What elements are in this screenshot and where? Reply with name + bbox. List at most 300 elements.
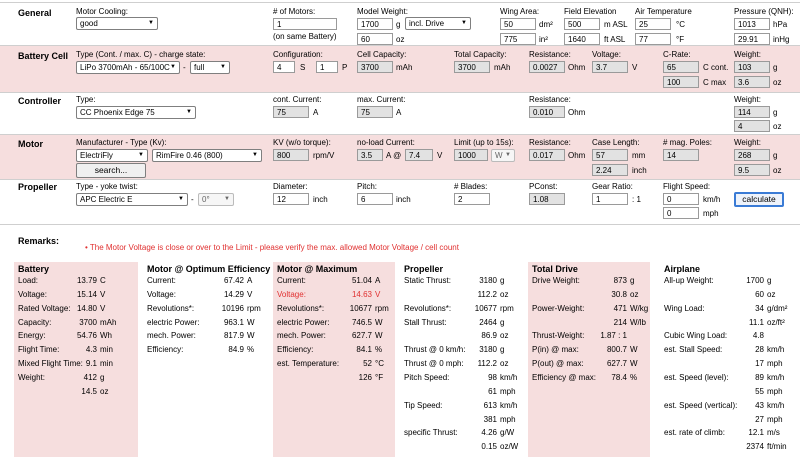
diameter-label: Diameter:: [273, 182, 308, 191]
wing-area-label: Wing Area:: [500, 7, 540, 16]
result-label: P(in) @ max:: [532, 345, 579, 355]
result-label: Revolutions*:: [147, 303, 195, 313]
pressure-label: Pressure (QNH):: [734, 7, 794, 16]
motor-cooling-value: good: [80, 19, 98, 28]
result-unit: g: [500, 276, 505, 285]
kv-unit: rpm/V: [313, 151, 335, 160]
chevron-down-icon: ▼: [505, 152, 511, 158]
result-value: 126: [358, 372, 372, 382]
battery-type-label: Type (Cont. / max. C) - charge state:: [76, 50, 206, 59]
chevron-down-icon: ▼: [220, 64, 226, 70]
result-unit: g/dm²: [767, 303, 788, 313]
result-label: Pitch Speed:: [404, 372, 450, 382]
result-unit: W: [375, 317, 383, 327]
calculate-button[interactable]: calculate: [734, 192, 784, 207]
c-rate-cont-input[interactable]: 65: [663, 61, 699, 73]
model-weight-oz-unit: oz: [396, 35, 405, 44]
result-label: mech. Power:: [277, 331, 326, 341]
battery-voltage-unit: V: [632, 63, 638, 72]
flight-speed-unit: km/h: [703, 195, 721, 204]
total-capacity-value: 3700: [454, 61, 490, 73]
flight-speed-input[interactable]: 0: [663, 193, 699, 205]
chevron-down-icon: ▼: [252, 152, 258, 158]
flight-speed-mph-unit: mph: [703, 209, 719, 218]
cell-capacity-input[interactable]: 3700: [357, 61, 393, 73]
result-value: 4.26: [481, 428, 497, 438]
pitch-unit: inch: [396, 195, 411, 204]
result-label: mech. Power:: [147, 331, 196, 341]
total-capacity-label: Total Capacity:: [454, 50, 507, 59]
divider: [0, 134, 800, 135]
motor-model-value: RimFire 0.46 (800): [156, 151, 223, 160]
result-label: Voltage:: [147, 289, 176, 299]
result-unit: km/h: [500, 400, 518, 410]
result-label: All-up Weight:: [664, 276, 714, 285]
result-unit: Wh: [100, 331, 112, 341]
row-label-battery: Battery Cell: [18, 51, 69, 61]
power-limit-label: Limit (up to 15s):: [454, 138, 514, 147]
chevron-down-icon: ▼: [138, 152, 144, 158]
result-unit: oz/W: [500, 442, 519, 452]
result-unit: oz: [100, 386, 109, 396]
result-unit: C: [100, 276, 106, 285]
air-temperature-f-unit: °F: [676, 35, 685, 44]
motor-weight-oz-input[interactable]: 9.5: [734, 164, 770, 176]
optimum-efficiency-results-title: Motor @ Optimum Efficiency: [147, 264, 271, 274]
cell-capacity-unit: mAh: [396, 63, 413, 72]
result-unit: oz/ft²: [767, 317, 785, 327]
result-unit: oz: [500, 359, 509, 369]
total-capacity-unit: mAh: [494, 63, 511, 72]
cont-current-label: cont. Current:: [273, 95, 322, 104]
result-value: 51.04: [351, 276, 372, 285]
battery-voltage-input[interactable]: 3.7: [592, 61, 628, 73]
result-label: P(out) @ max:: [532, 359, 584, 369]
config-s-input[interactable]: 4: [273, 61, 295, 73]
result-unit: m/s: [767, 428, 780, 438]
result-label: electric Power:: [277, 317, 330, 327]
air-temperature-unit: °C: [676, 20, 685, 29]
result-value: 14.29: [223, 289, 244, 299]
result-label: Revolutions*:: [404, 303, 452, 313]
result-unit: W: [247, 331, 255, 341]
result-label: Thrust @ 0 km/h:: [404, 345, 466, 355]
chevron-down-icon: ▼: [178, 196, 184, 202]
result-value: 1.87 : 1: [600, 331, 627, 341]
flight-speed-mph-input[interactable]: 0: [663, 207, 699, 219]
weight-mode-value: incl. Drive: [409, 19, 445, 28]
motor-resistance-unit: Ohm: [568, 151, 586, 160]
result-unit: km/h: [500, 372, 518, 382]
result-unit: mph: [767, 359, 783, 369]
result-value: 10677: [474, 303, 497, 313]
result-unit: mph: [767, 386, 783, 396]
result-value: 86.9: [481, 331, 497, 341]
result-unit: %: [375, 345, 383, 355]
controller-resistance-label: Resistance:: [529, 95, 571, 104]
result-unit: °C: [375, 359, 384, 369]
case-length-in-unit: inch: [632, 166, 647, 175]
result-value: 11.1: [749, 317, 764, 327]
model-weight-label: Model Weight:: [357, 7, 408, 16]
power-limit-input[interactable]: 1000: [454, 149, 488, 161]
motor-type-label: Manufacturer - Type (Kv):: [76, 138, 167, 147]
motors-count-note: (on same Battery): [273, 32, 337, 41]
mag-poles-label: # mag. Poles:: [663, 138, 712, 147]
battery-dash: -: [183, 63, 186, 72]
divider: [0, 92, 800, 93]
battery-weight-input[interactable]: 103: [734, 61, 770, 73]
c-rate-max-unit: C max: [703, 78, 727, 87]
cont-current-input[interactable]: 75: [273, 106, 309, 118]
pressure-input[interactable]: 1013: [734, 18, 770, 30]
result-unit: rpm: [375, 303, 389, 313]
diameter-input[interactable]: 12: [273, 193, 309, 205]
pitch-input[interactable]: 6: [357, 193, 393, 205]
result-value: 55: [755, 386, 764, 396]
result-label: Power-Weight:: [532, 303, 585, 313]
pconst-input[interactable]: 1.08: [529, 193, 565, 205]
result-unit: W/lb: [630, 317, 646, 327]
result-unit: oz: [500, 289, 509, 299]
motors-count-label: # of Motors:: [273, 7, 316, 16]
result-label: Stall Thrust:: [404, 317, 447, 327]
result-unit: W: [630, 345, 638, 355]
c-rate-cont-unit: C cont.: [703, 63, 729, 72]
chevron-down-icon: ▼: [224, 196, 230, 202]
result-value: 84.1: [356, 345, 372, 355]
result-label: Static Thrust:: [404, 276, 451, 285]
result-value: 471: [613, 303, 627, 313]
result-value: 613: [483, 400, 497, 410]
divider: [0, 224, 800, 225]
result-unit: oz: [630, 289, 639, 299]
row-label-controller: Controller: [18, 96, 62, 106]
result-label: Thrust @ 0 mph:: [404, 359, 464, 369]
field-elevation-unit: m ASL: [604, 20, 628, 29]
result-label: Capacity:: [18, 317, 52, 327]
result-label: Efficiency:: [147, 345, 184, 355]
config-s-unit: S: [300, 63, 306, 72]
result-label: Flight Time:: [18, 345, 60, 355]
mag-poles-input[interactable]: 14: [663, 149, 699, 161]
battery-weight-oz-input[interactable]: 3.6: [734, 76, 770, 88]
wing-area-input[interactable]: 50: [500, 18, 536, 30]
motor-weight-label: Weight:: [734, 138, 761, 147]
wing-area-unit: dm²: [539, 20, 553, 29]
blades-input[interactable]: 2: [454, 193, 490, 205]
chevron-down-icon: ▼: [461, 20, 467, 26]
result-unit: g/W: [500, 428, 515, 438]
result-unit: km/h: [767, 345, 785, 355]
result-label: Wing Load:: [664, 303, 705, 313]
result-value: 10677: [349, 303, 372, 313]
config-p-input[interactable]: 1: [316, 61, 338, 73]
max-current-input[interactable]: 75: [357, 106, 393, 118]
model-weight-input[interactable]: 1700: [357, 18, 393, 30]
result-unit: mph: [500, 414, 516, 424]
motor-weight-unit: g: [773, 151, 778, 160]
result-unit: mph: [767, 414, 783, 424]
result-unit: V: [100, 303, 106, 313]
diameter-unit: inch: [313, 195, 328, 204]
result-value: 43: [755, 400, 764, 410]
c-rate-label: C-Rate:: [663, 50, 691, 59]
c-rate-max-input[interactable]: 100: [663, 76, 699, 88]
result-unit: mph: [500, 386, 516, 396]
chevron-down-icon: ▼: [148, 20, 154, 26]
row-label-general: General: [18, 8, 52, 18]
battery-voltage-label: Voltage:: [592, 50, 621, 59]
no-load-voltage-unit: V: [437, 151, 443, 160]
result-unit: km/h: [767, 372, 785, 382]
propeller-type-label: Type - yoke twist:: [76, 182, 138, 191]
field-elevation-ft-input[interactable]: 1640: [564, 33, 600, 45]
power-limit-unit-select[interactable]: [491, 149, 515, 162]
blades-label: # Blades:: [454, 182, 488, 191]
result-label: Voltage:: [277, 289, 306, 299]
maximum-results-title: Motor @ Maximum: [277, 264, 358, 274]
field-elevation-input[interactable]: 500: [564, 18, 600, 30]
case-length-in-input[interactable]: 2.24: [592, 164, 628, 176]
result-value: 89: [755, 372, 764, 382]
no-load-current-input[interactable]: 3.5: [357, 149, 383, 161]
cont-current-unit: A: [313, 108, 319, 117]
result-label: Efficiency @ max:: [532, 372, 596, 382]
result-unit: V: [375, 289, 381, 299]
motors-count-input[interactable]: 1: [273, 18, 337, 30]
result-label: Revolutions*:: [277, 303, 325, 313]
charge-state-value: full: [194, 63, 205, 72]
result-value: 963.1: [223, 317, 244, 327]
battery-type-select[interactable]: [76, 61, 180, 74]
result-value: 13.79: [76, 276, 97, 285]
result-value: 17: [755, 359, 764, 369]
wing-area-in-input[interactable]: 775: [500, 33, 536, 45]
motor-weight-oz-unit: oz: [773, 166, 782, 175]
air-temperature-input[interactable]: 25: [635, 18, 671, 30]
motor-resistance-label: Resistance:: [529, 138, 571, 147]
field-elevation-label: Field Elevation: [564, 7, 617, 16]
result-value: 61: [488, 386, 497, 396]
charge-state-select[interactable]: [190, 61, 230, 74]
result-value: 10196: [221, 303, 244, 313]
result-unit: min: [100, 345, 113, 355]
result-unit: oz: [767, 289, 776, 299]
result-unit: mAh: [100, 317, 117, 327]
result-value: 14.5: [81, 386, 97, 396]
result-label: Efficiency:: [277, 345, 314, 355]
result-value: 78.4: [611, 372, 627, 382]
result-label: specific Thrust:: [404, 428, 458, 438]
pitch-label: Pitch:: [357, 182, 378, 191]
gear-ratio-suffix: : 1: [632, 195, 641, 204]
wing-area-in-unit: in²: [539, 35, 548, 44]
pconst-label: PConst:: [529, 182, 558, 191]
battery-results-title: Battery: [18, 264, 50, 274]
result-label: Thrust-Weight:: [532, 331, 585, 341]
result-value: 67.42: [223, 276, 244, 285]
divider: [0, 45, 800, 46]
battery-resistance-label: Resistance:: [529, 50, 571, 59]
result-value: 84.9: [228, 345, 244, 355]
result-label: electric Power:: [147, 317, 200, 327]
result-unit: rpm: [500, 303, 514, 313]
config-p-unit: P: [342, 63, 348, 72]
kv-input[interactable]: 800: [273, 149, 309, 161]
result-value: 2374: [746, 442, 764, 452]
result-value: 27: [755, 414, 764, 424]
gear-ratio-label: Gear Ratio:: [592, 182, 633, 191]
propeller-type-select[interactable]: [76, 193, 188, 206]
result-value: 60: [755, 289, 764, 299]
result-label: Tip Speed:: [404, 400, 443, 410]
controller-weight-unit: g: [773, 108, 778, 117]
result-unit: W: [630, 359, 638, 369]
propeller-results-title: Propeller: [404, 264, 444, 274]
kv-label: KV (w/o torque):: [273, 138, 331, 147]
result-value: 627.7: [606, 359, 627, 369]
controller-weight-input[interactable]: 114: [734, 106, 770, 118]
controller-weight-oz-unit: oz: [773, 122, 782, 131]
pressure-inhg-unit: inHg: [773, 35, 790, 44]
result-unit: km/h: [767, 400, 785, 410]
result-value: 9.1: [85, 359, 97, 369]
result-value: 4.8: [752, 331, 764, 341]
result-unit: oz: [500, 331, 509, 341]
result-unit: A: [247, 276, 253, 285]
result-value: 34: [755, 303, 764, 313]
result-value: 112.2: [477, 289, 497, 299]
result-value: 15.14: [76, 289, 97, 299]
air-temperature-f-input[interactable]: 77: [635, 33, 671, 45]
result-value: 12.1: [748, 428, 764, 438]
air-temperature-label: Air Temperature: [635, 7, 692, 16]
result-value: 381: [483, 414, 497, 424]
field-elevation-ft-unit: ft ASL: [604, 35, 626, 44]
result-unit: %: [630, 372, 638, 382]
chevron-down-icon: ▼: [170, 64, 176, 70]
motor-cooling-select[interactable]: [76, 17, 158, 30]
cell-capacity-label: Cell Capacity:: [357, 50, 407, 59]
result-value: 112.2: [477, 359, 497, 369]
no-load-current-label: no-load Current:: [357, 138, 415, 147]
row-label-propeller: Propeller: [18, 182, 58, 192]
result-unit: g: [500, 345, 505, 355]
motor-weight-input[interactable]: 268: [734, 149, 770, 161]
result-unit: V: [100, 289, 106, 299]
voltage-warning: • The Motor Voltage is close or over to the Limit - please verify the max. allowed Motor Voltage / cell count: [85, 243, 459, 252]
battery-weight-label: Weight:: [734, 50, 761, 59]
no-load-voltage-input[interactable]: 7.4: [405, 149, 433, 161]
result-label: Rated Voltage:: [18, 303, 71, 313]
result-value: 14.80: [76, 303, 97, 313]
result-value: 52: [363, 359, 372, 369]
battery-weight-oz-unit: oz: [773, 78, 782, 87]
total-drive-results-title: Total Drive: [532, 264, 578, 274]
result-value: 2464: [479, 317, 497, 327]
result-label: est. Temperature:: [277, 359, 340, 369]
result-value: 746.5: [351, 317, 372, 327]
result-unit: °F: [375, 372, 384, 382]
result-unit: g: [767, 276, 772, 285]
result-value: 3180: [479, 345, 497, 355]
max-current-label: max. Current:: [357, 95, 406, 104]
result-value: 3180: [479, 276, 497, 285]
controller-resistance-unit: Ohm: [568, 108, 586, 117]
result-value: 627.7: [351, 331, 372, 341]
divider: [0, 2, 800, 3]
controller-weight-oz-input[interactable]: 4: [734, 120, 770, 132]
result-value: 800.7: [606, 345, 627, 355]
result-label: Current:: [277, 276, 306, 285]
result-value: 412: [83, 372, 97, 382]
yoke-twist-select[interactable]: [198, 193, 234, 206]
battery-type-value: LiPo 3700mAh - 65/100C: [80, 63, 170, 72]
result-unit: g: [630, 276, 635, 285]
controller-resistance-input[interactable]: 0.010: [529, 106, 565, 118]
motor-cooling-label: Motor Cooling:: [76, 7, 129, 16]
motor-model-select[interactable]: [152, 149, 262, 162]
battery-resistance-input[interactable]: 0.0027: [529, 61, 565, 73]
result-label: Energy:: [18, 331, 46, 341]
result-unit: V: [247, 289, 253, 299]
motor-search-button[interactable]: search...: [76, 163, 146, 178]
result-value: 14.63: [351, 289, 372, 299]
model-weight-oz-input[interactable]: 60: [357, 33, 393, 45]
gear-ratio-input[interactable]: 1: [592, 193, 628, 205]
result-unit: ft/min: [767, 442, 787, 452]
result-label: est. Speed (vertical):: [664, 400, 738, 410]
result-label: Current:: [147, 276, 176, 285]
result-label: Cubic Wing Load:: [664, 331, 728, 341]
case-length-unit: mm: [632, 151, 646, 160]
result-label: Mixed Flight Time:: [18, 359, 83, 369]
result-label: Drive Weight:: [532, 276, 580, 285]
weight-mode-select[interactable]: [405, 17, 471, 30]
result-unit: g: [100, 372, 105, 382]
configuration-label: Configuration:: [273, 50, 323, 59]
result-unit: W/kg: [630, 303, 649, 313]
controller-type-label: Type:: [76, 95, 96, 104]
row-label-motor: Motor: [18, 139, 43, 149]
chevron-down-icon: ▼: [186, 109, 192, 115]
pressure-inhg-input[interactable]: 29.91: [734, 33, 770, 45]
case-length-input[interactable]: 57: [592, 149, 628, 161]
max-current-unit: A: [396, 108, 402, 117]
result-value: 1700: [746, 276, 764, 285]
result-label: est. Speed (level):: [664, 372, 729, 382]
propeller-type-value: APC Electric E: [80, 195, 133, 204]
motor-manufacturer-select[interactable]: [76, 149, 148, 162]
result-unit: W: [247, 317, 255, 327]
battery-resistance-unit: Ohm: [568, 63, 586, 72]
model-weight-unit: g: [396, 20, 401, 29]
result-label: Weight:: [18, 372, 45, 382]
result-value: 4.3: [85, 345, 97, 355]
controller-type-value: CC Phoenix Edge 75: [80, 108, 155, 117]
result-value: 98: [488, 372, 497, 382]
result-unit: A: [375, 276, 381, 285]
result-value: 3700: [79, 317, 97, 327]
result-unit: %: [247, 345, 255, 355]
motor-resistance-input[interactable]: 0.017: [529, 149, 565, 161]
flight-speed-label: Flight Speed:: [663, 182, 711, 191]
controller-type-select[interactable]: [76, 106, 196, 119]
motor-manufacturer-value: ElectriFly: [80, 151, 113, 160]
propeller-dash: -: [191, 195, 194, 204]
result-unit: g: [500, 317, 505, 327]
